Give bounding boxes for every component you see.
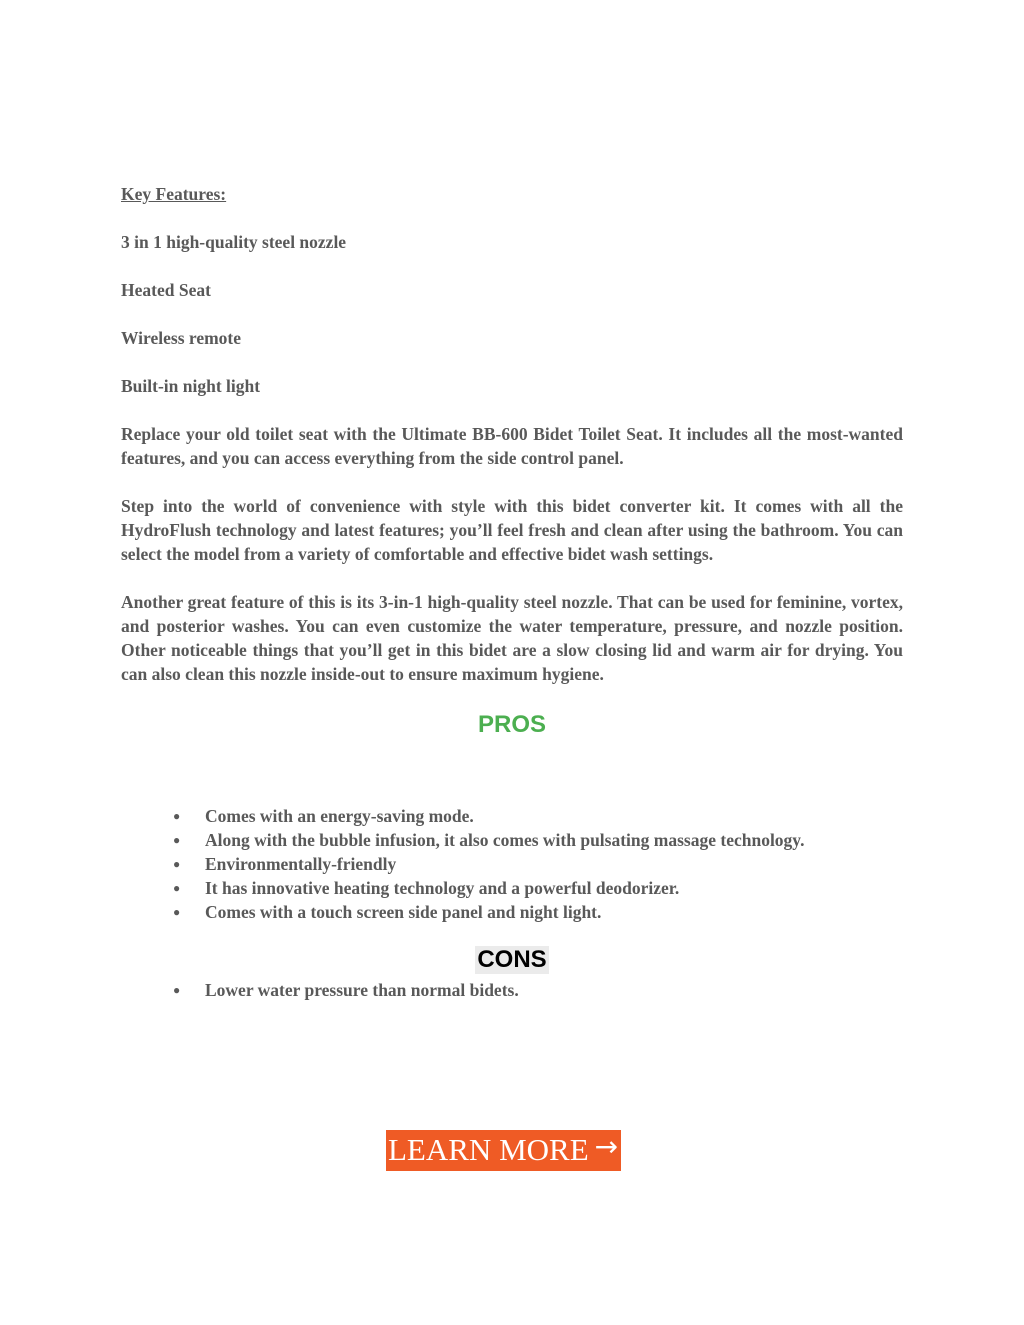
cons-heading: CONS [477, 946, 547, 973]
pros-item-text: Environmentally-friendly [205, 854, 397, 874]
pros-item-text: Comes with a touch screen side panel and night light. [205, 902, 602, 922]
pros-list [121, 804, 903, 924]
feature-item: 3 in 1 high-quality steel nozzle [121, 232, 347, 252]
nozzle-paragraph: Another great feature of this is its 3-in-1 high-quality steel nozzle. That can be used for feminine, vortex, and posterior washes. You can even customize the water temperature, pressure, and nozzle position. Other noticeable things that you’ll get in this bidet are a slow closing lid and warm air for drying. You can also clean this nozzle inside-out to ensure maximum hygiene. [121, 592, 903, 684]
feature-item: Heated Seat [121, 280, 211, 300]
key-features-heading: Key Features: [121, 184, 227, 204]
list-item [121, 978, 903, 1002]
pros-item-text: Along with the bubble infusion, it also comes with pulsating massage technology. [205, 830, 805, 850]
pros-heading: PROS [477, 711, 546, 738]
bullet-icon: ● [173, 881, 181, 895]
cons-heading-row [121, 946, 903, 978]
bullet-icon: ● [173, 857, 181, 871]
list-item [121, 828, 903, 852]
list-item [121, 804, 903, 828]
feature-item: Wireless remote [121, 328, 242, 348]
learn-more-container [386, 1130, 621, 1171]
bullet-icon: ● [173, 809, 181, 823]
cons-list [121, 978, 903, 1002]
learn-more-label: LEARN MORE [388, 1132, 589, 1167]
document-body [121, 182, 903, 1002]
list-item [121, 876, 903, 900]
arrow-right-icon: → [594, 1130, 619, 1163]
pros-item-text: It has innovative heating technology and a powerful deodorizer. [205, 878, 680, 898]
convenience-paragraph: Step into the world of convenience with style with this bidet converter kit. It comes with all the HydroFlush technology and latest features; you’ll feel fresh and clean after using the bathroom. You can select the model from a variety of comfortable and effective bidet wash settings. [121, 496, 903, 564]
bullet-icon: ● [173, 833, 181, 847]
list-item [121, 900, 903, 924]
learn-more-button[interactable] [386, 1130, 621, 1171]
feature-item: Built-in night light [121, 376, 261, 396]
bullet-icon: ● [173, 905, 181, 919]
cons-item-text: Lower water pressure than normal bidets. [205, 980, 519, 1000]
intro-paragraph: Replace your old toilet seat with the Ultimate BB-600 Bidet Toilet Seat. It includes all the most-wanted features, and you can access everything from the side control panel. [121, 424, 903, 468]
list-item [121, 852, 903, 876]
bullet-icon: ● [173, 983, 181, 997]
pros-item-text: Comes with an energy-saving mode. [205, 806, 474, 826]
